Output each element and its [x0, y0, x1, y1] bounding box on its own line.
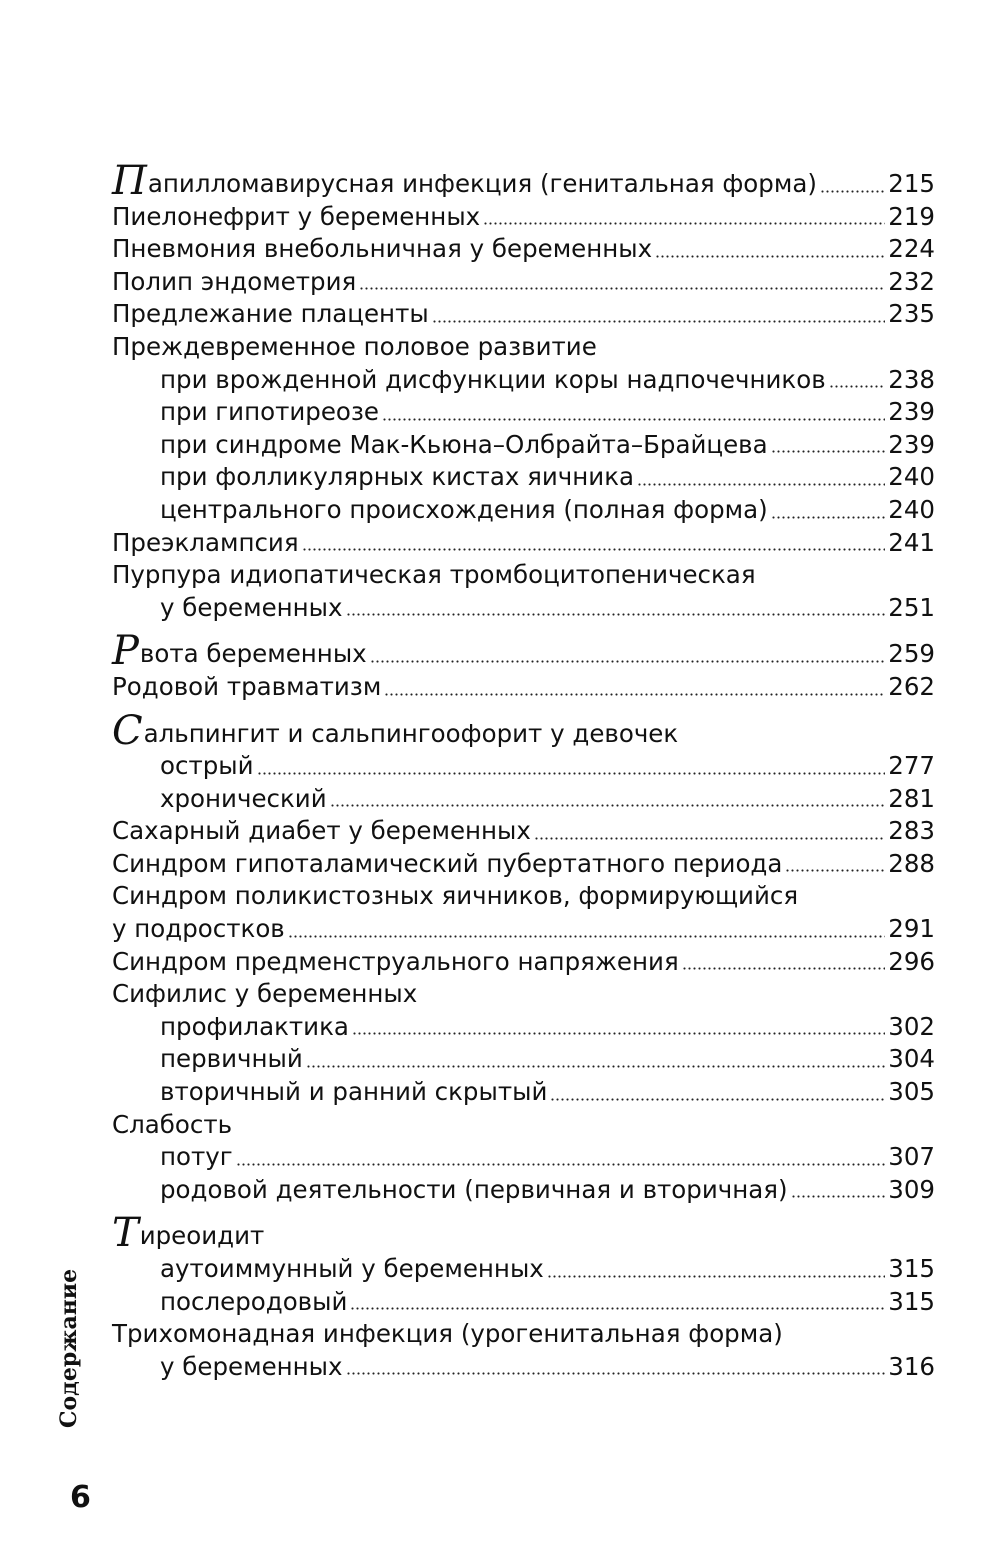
toc-entry	[112, 158, 935, 204]
toc-entry	[112, 1253, 935, 1286]
toc-entry-text: Преждевременное половое развитие	[112, 331, 597, 361]
toc-entry-text: острый	[160, 751, 254, 781]
toc-entry-title	[160, 750, 254, 783]
section-initial-letter: Т	[112, 1210, 139, 1257]
toc-entry-text: Синдром гипоталамический пубертатного периода	[112, 848, 783, 878]
dot-leader	[534, 837, 885, 840]
toc-entry-title	[160, 1011, 349, 1044]
toc-entry-text: аутоиммунный у беременных	[160, 1254, 544, 1283]
toc-entry-title	[160, 1141, 233, 1174]
toc-entry	[112, 331, 935, 364]
toc-entry	[112, 783, 935, 816]
toc-entry-title	[112, 1210, 265, 1257]
toc-entry	[112, 559, 935, 592]
toc-entry-page: 251	[888, 592, 935, 622]
toc-entry-title	[112, 298, 429, 331]
toc-entry	[112, 1043, 935, 1076]
toc-entry-title	[160, 461, 634, 494]
toc-entry-title	[112, 233, 652, 266]
toc-entry-title	[112, 628, 367, 675]
toc-entry-page: 305	[888, 1077, 935, 1107]
toc-entry	[112, 1076, 935, 1109]
toc-entry-text: Сифилис у беременных	[112, 979, 418, 1009]
toc-entry-title	[160, 592, 343, 625]
toc-entry-page: 288	[888, 848, 935, 878]
toc-entry-text: Сахарный диабет у беременных	[112, 816, 531, 846]
page-number: 6	[70, 1480, 91, 1515]
section-initial-letter: Р	[112, 628, 139, 675]
toc-entry-page: 239	[888, 429, 935, 459]
toc-entry-text: хронический	[160, 783, 327, 813]
toc-entry-title	[160, 1351, 343, 1384]
dot-leader	[791, 1195, 886, 1198]
toc-entry-title	[160, 396, 379, 429]
toc-entry	[112, 815, 935, 848]
dot-leader	[352, 1032, 885, 1035]
toc-entry-text: центрального происхождения (полная форма)	[160, 494, 768, 524]
toc-entry	[112, 880, 935, 913]
toc-entry-title	[112, 559, 756, 592]
dot-leader	[771, 516, 886, 519]
toc-entry-text: иреоидит	[139, 1221, 265, 1251]
toc-entry-page: 277	[888, 751, 935, 781]
toc-entry	[112, 298, 935, 331]
toc-entry-title	[112, 946, 679, 979]
toc-entry-page: 219	[888, 201, 935, 231]
toc-entry-title	[112, 815, 531, 848]
toc-entry	[112, 1011, 935, 1044]
toc-entry-text: при гипотиреозе	[160, 397, 379, 427]
toc-entry-text: вторичный и ранний скрытый	[160, 1077, 548, 1107]
toc-entry-page: 291	[888, 914, 935, 944]
toc-entry-page: 302	[888, 1011, 935, 1041]
toc-entry-text: вота беременных	[139, 639, 367, 669]
toc-entry-text: Трихомонадная инфекция (урогенитальная форма)	[112, 1319, 783, 1349]
dot-leader	[346, 613, 886, 616]
toc-entry	[112, 1210, 935, 1257]
toc-entry-page: 316	[888, 1351, 935, 1381]
toc-entry	[112, 628, 935, 675]
toc-entry-page: 307	[888, 1142, 935, 1172]
dot-leader	[785, 869, 885, 872]
toc-entry	[112, 1351, 935, 1384]
toc-entry-page: 262	[888, 671, 935, 701]
dot-leader	[655, 255, 885, 258]
toc-entry-text: Синдром поликистозных яичников, формирующийся	[112, 881, 799, 911]
toc-entry-title	[112, 848, 782, 881]
toc-entry-text: у беременных	[160, 1351, 343, 1381]
toc-entry-text: Синдром предменструального напряжения	[112, 946, 679, 976]
toc-entry-text: потуг	[160, 1142, 233, 1172]
toc-entry-page: 235	[888, 299, 935, 329]
toc-entry-title	[112, 978, 417, 1011]
toc-entry	[112, 429, 935, 462]
toc-entry-page: 240	[888, 462, 935, 492]
toc-entry-page: 315	[888, 1254, 935, 1283]
toc-entry-text: Пурпура идиопатическая тромбоцитопеническая	[112, 560, 756, 590]
toc-entry	[112, 527, 935, 560]
toc-entry	[112, 461, 935, 494]
dot-leader	[306, 1065, 885, 1068]
toc-entry-title	[112, 527, 299, 560]
toc-entry-text: при фолликулярных кистах яичника	[160, 462, 635, 492]
toc-entry	[112, 266, 935, 299]
dot-leader	[330, 804, 886, 807]
dot-leader	[236, 1163, 886, 1166]
toc-entry-text: апилломавирусная инфекция (генитальная форма)	[147, 169, 817, 198]
toc-entry-title	[112, 913, 285, 946]
toc-entry-page: 259	[888, 639, 935, 669]
toc-entry-title	[112, 201, 480, 234]
dot-leader	[359, 287, 885, 290]
toc-entry-title	[112, 1109, 232, 1142]
toc-entry-text: профилактика	[160, 1011, 349, 1041]
toc-entry-page: 315	[888, 1286, 935, 1316]
toc-entry-title	[160, 1253, 544, 1286]
toc-entry-title	[112, 707, 679, 754]
toc-entry	[112, 946, 935, 979]
section-label: Содержание	[56, 1268, 82, 1428]
dot-leader	[288, 935, 885, 938]
toc-entry-title	[112, 1318, 783, 1351]
toc-entry-page: 241	[888, 527, 935, 557]
dot-leader	[257, 772, 886, 775]
toc-entry	[112, 396, 935, 429]
section-initial-letter: П	[112, 158, 147, 204]
toc-entry	[112, 592, 935, 625]
dot-leader	[384, 693, 885, 696]
toc-entry	[112, 1174, 935, 1207]
toc-entry-title	[160, 1043, 303, 1076]
toc-entry-text: родовой деятельности (первичная и вторичная)	[160, 1174, 788, 1204]
toc-entry	[112, 201, 935, 234]
toc-entry	[112, 364, 935, 397]
dot-leader	[550, 1098, 885, 1101]
toc-entry	[112, 750, 935, 783]
dot-leader	[382, 418, 885, 421]
toc-entry-page: 296	[888, 946, 935, 976]
toc-entry-page: 215	[888, 169, 935, 198]
toc-entry-title	[112, 266, 356, 299]
dot-leader	[829, 385, 886, 388]
toc-entry-text: альпингит и сальпингоофорит у девочек	[143, 718, 679, 748]
toc-entry-page: 232	[888, 266, 935, 296]
dot-leader	[483, 222, 885, 225]
toc-entry	[112, 707, 935, 754]
toc-entry-title	[160, 429, 768, 462]
toc-entry-text: Родовой травматизм	[112, 671, 382, 701]
toc-entry-text: Предлежание плаценты	[112, 299, 429, 329]
toc-entry-text: при врожденной дисфункции коры надпочечников	[160, 364, 826, 394]
dot-leader	[302, 548, 886, 551]
toc-entry-text: Полип эндометрия	[112, 266, 357, 296]
toc-entry	[112, 494, 935, 527]
toc-entry-page: 239	[888, 397, 935, 427]
toc-entry-text: Слабость	[112, 1109, 233, 1139]
toc-entry-title	[160, 364, 826, 397]
toc-entry	[112, 1286, 935, 1319]
dot-leader	[547, 1275, 885, 1278]
toc-entry-page: 304	[888, 1044, 935, 1074]
toc-entry-page: 240	[888, 494, 935, 524]
toc-entry-title	[160, 494, 768, 527]
dot-leader	[820, 190, 885, 193]
toc-entry	[112, 233, 935, 266]
toc-entry-text: Преэклампсия	[112, 527, 299, 557]
dot-leader	[432, 320, 886, 323]
toc-entry	[112, 671, 935, 704]
dot-leader	[637, 483, 885, 486]
toc-entry-title	[160, 1174, 788, 1207]
toc-entry	[112, 1109, 935, 1142]
toc-entry-title	[160, 1286, 347, 1319]
dot-leader	[350, 1307, 885, 1310]
toc-entry-title	[112, 158, 817, 204]
toc-entry-text: у беременных	[160, 592, 343, 622]
toc-entry-page: 309	[888, 1174, 935, 1204]
toc-entry-title	[160, 783, 327, 816]
toc-entry-page: 283	[888, 816, 935, 846]
toc-entry	[112, 978, 935, 1011]
table-of-contents	[112, 158, 935, 1383]
toc-entry-page: 281	[888, 783, 935, 813]
toc-entry	[112, 913, 935, 946]
toc-entry-text: Пиелонефрит у беременных	[112, 201, 481, 231]
dot-leader	[682, 967, 886, 970]
toc-entry-page: 224	[888, 234, 935, 264]
toc-entry-text: послеродовый	[160, 1286, 348, 1316]
section-initial-letter: С	[112, 707, 143, 754]
dot-leader	[771, 450, 886, 453]
toc-entry-title	[160, 1076, 547, 1109]
toc-entry-page: 238	[888, 364, 935, 394]
toc-entry-text: при синдроме Мак-Кьюна–Олбрайта–Брайцева	[160, 429, 768, 459]
toc-entry-title	[112, 331, 597, 364]
toc-entry	[112, 1141, 935, 1174]
toc-entry-title	[112, 880, 798, 913]
toc-entry	[112, 848, 935, 881]
dot-leader	[346, 1372, 886, 1375]
dot-leader	[370, 660, 886, 663]
toc-entry-text: Пневмония внебольничная у беременных	[112, 234, 653, 264]
toc-entry	[112, 1318, 935, 1351]
toc-entry-text: у подростков	[112, 914, 285, 944]
toc-entry-text: первичный	[160, 1044, 303, 1074]
toc-entry-title	[112, 671, 381, 704]
